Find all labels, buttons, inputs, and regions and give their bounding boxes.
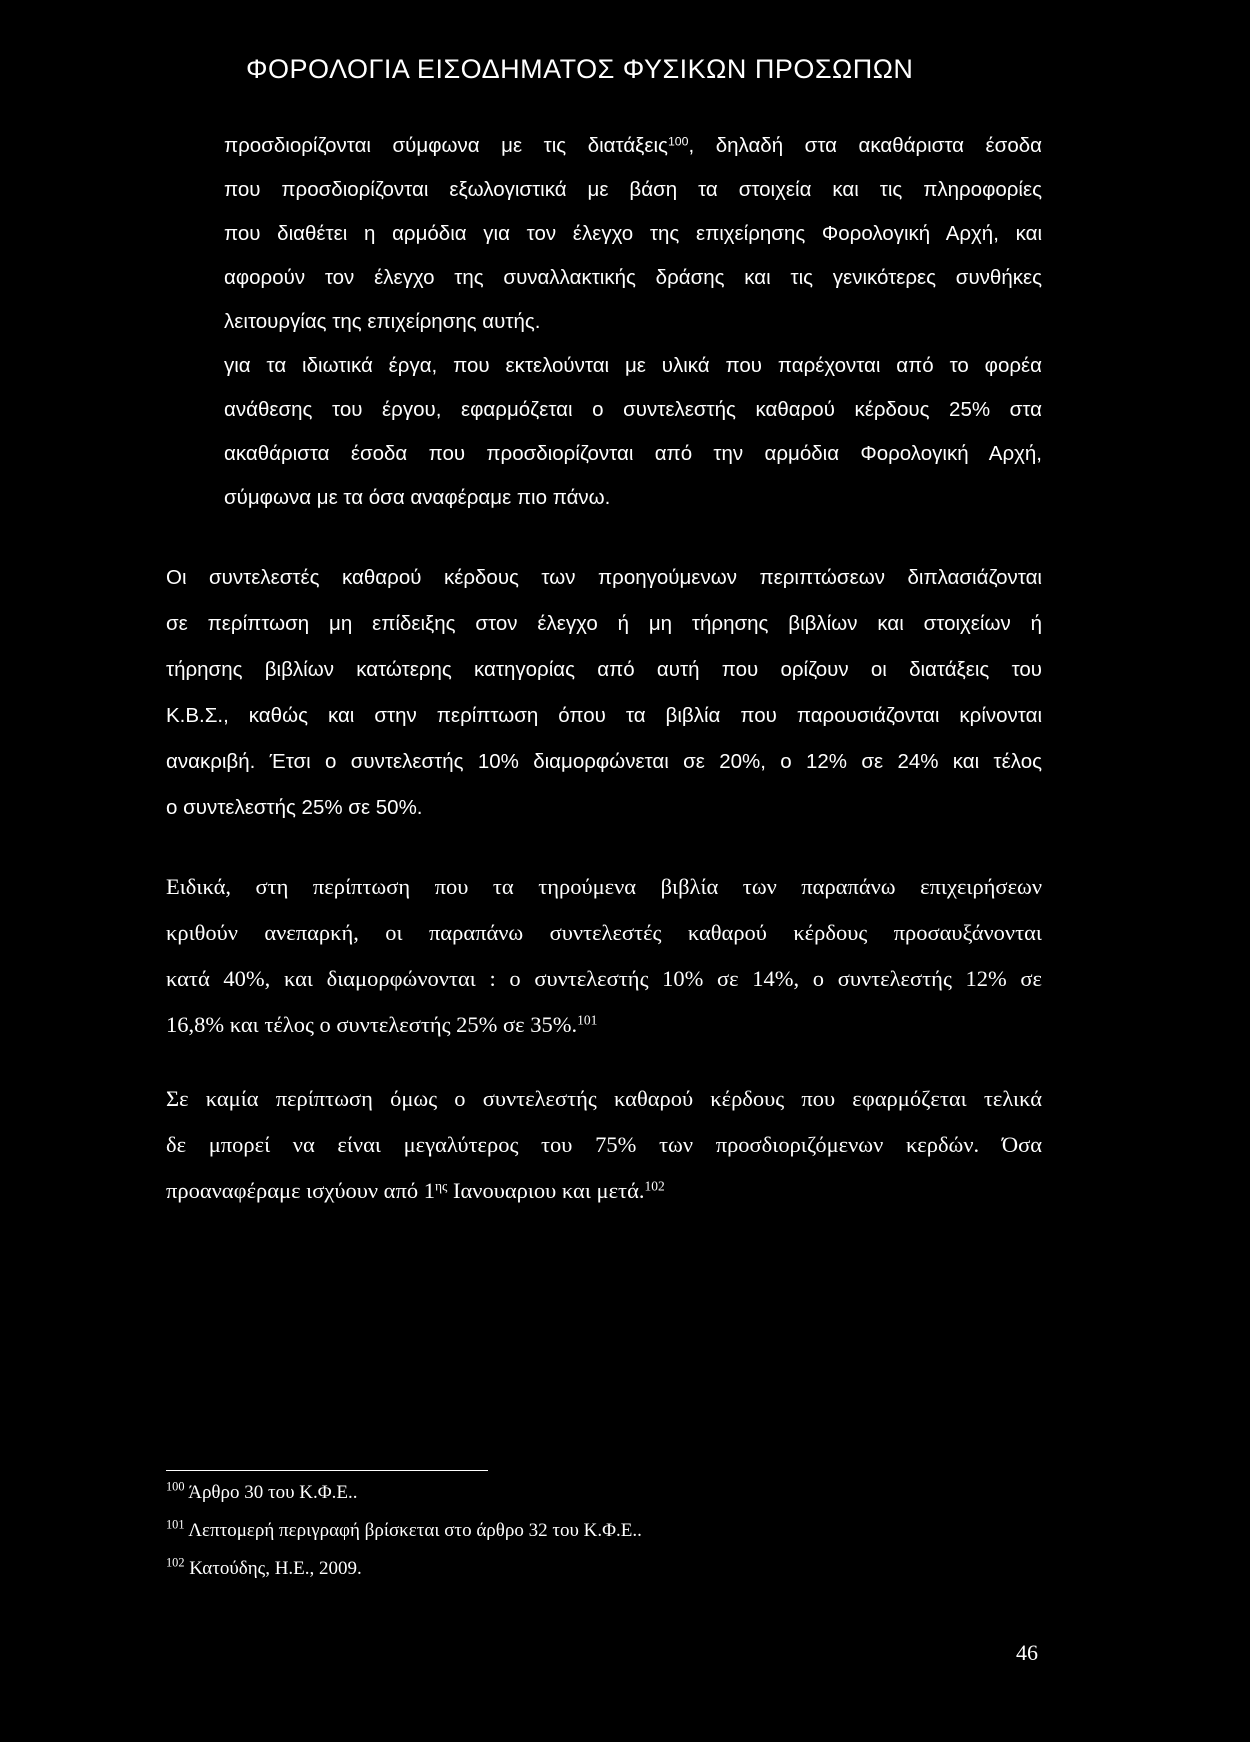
paragraph-line: ακαθάριστα έσοδα που προσδιορίζονται από την αρμόδια Φορολογική Αρχή, xyxy=(224,442,1042,465)
paragraph-line: προαναφέραμε ισχύουν από $1^{\eta\varsigma}$ Ιανουαριου και μετά.$^{102}$ xyxy=(166,1178,665,1203)
footnote-ref-102[interactable]: 102 xyxy=(644,1178,665,1194)
paragraph-line: λειτουργίας της επιχείρησης αυτής. xyxy=(224,310,541,333)
page-number: 46 xyxy=(1016,1640,1038,1665)
paragraph-line: προσδιορίζονται σύμφωνα με τις διατάξεις$^{100}$, δηλαδή στα ακαθάριστα έσοδα xyxy=(224,134,1042,157)
paragraph-line: αφορούν τον έλεγχο της συναλλακτικής δράσης και τις γενικότερες συνθήκες xyxy=(224,266,1042,289)
paragraph-line: δε μπορεί να είναι μεγαλύτερος του 75% των προσδιοριζόμενων κερδών. Όσα xyxy=(166,1132,1042,1157)
paragraph-line: κριθούν ανεπαρκή, οι παραπάνω συντελεστές καθαρού κέρδους προσαυξάνονται xyxy=(166,920,1042,945)
footnote-100: $^{100}$ Άρθρο 30 του Κ.Φ.Ε.. xyxy=(166,1479,358,1503)
paragraph-line: που διαθέτει η αρμόδια για τον έλεγχο της επιχείρησης Φορολογική Αρχή, και xyxy=(224,222,1042,245)
footnote-102: $^{102}$ Κατούδης, Η.Ε., 2009. xyxy=(166,1555,362,1579)
paragraph-line: ανάθεσης του έργου, εφαρμόζεται ο συντελεστής καθαρού κέρδους 25% στα xyxy=(224,398,1042,421)
paragraph-line: ο συντελεστής 25% σε 50%. xyxy=(166,796,423,819)
paragraph-line: Σε καμία περίπτωση όμως ο συντελεστής καθαρού κέρδους που εφαρμόζεται τελικά xyxy=(166,1086,1042,1111)
paragraph-line: για τα ιδιωτικά έργα, που εκτελούνται με υλικά που παρέχονται από το φορέα xyxy=(224,354,1042,377)
footnote-101: $^{101}$ Λεπτομερή περιγραφή βρίσκεται στο άρθρο 32 του Κ.Φ.Ε.. xyxy=(166,1517,642,1541)
paragraph-line: ανακριβή. Έτσι ο συντελεστής 10% διαμορφώνεται σε 20%, ο 12% σε 24% και τέλος xyxy=(166,750,1042,773)
paragraph-line: Κ.Β.Σ., καθώς και στην περίπτωση όπου τα βιβλία που παρουσιάζονται κρίνονται xyxy=(166,704,1042,727)
footnote-ref-100[interactable]: 100 xyxy=(667,134,689,149)
paragraph-line: που προσδιορίζονται εξωλογιστικά με βάση τα στοιχεία και τις πληροφορίες xyxy=(224,178,1042,201)
footnote-separator xyxy=(166,1470,488,1471)
footnote-ref-101[interactable]: 101 xyxy=(577,1012,598,1028)
paragraph-line: κατά 40%, και διαμορφώνονται : ο συντελεστής 10% σε 14%, ο συντελεστής 12% σε xyxy=(166,966,1042,991)
paragraph-line: σύμφωνα με τα όσα αναφέραμε πιο πάνω. xyxy=(224,486,611,509)
paragraph-line: τήρησης βιβλίων κατώτερης κατηγορίας από αυτή που ορίζουν οι διατάξεις του xyxy=(166,658,1042,681)
page-header-title: ΦΟΡΟΛΟΓΙΑ ΕΙΣΟΔΗΜΑΤΟΣ ΦΥΣΙΚΩΝ ΠΡΟΣΩΠΩΝ xyxy=(246,54,914,84)
paragraph-line: Ειδικά, στη περίπτωση που τα τηρούμενα βιβλία των παραπάνω επιχειρήσεων xyxy=(166,874,1042,899)
paragraph-line: 16,8% και τέλος ο συντελεστής 25% σε 35%.$^{101}$ xyxy=(166,1012,598,1037)
paragraph-line: Οι συντελεστές καθαρού κέρδους των προηγούμενων περιπτώσεων διπλασιάζονται xyxy=(166,566,1042,589)
paragraph-line: σε περίπτωση μη επίδειξης στον έλεγχο ή μη τήρησης βιβλίων και στοιχείων ή xyxy=(166,612,1042,635)
